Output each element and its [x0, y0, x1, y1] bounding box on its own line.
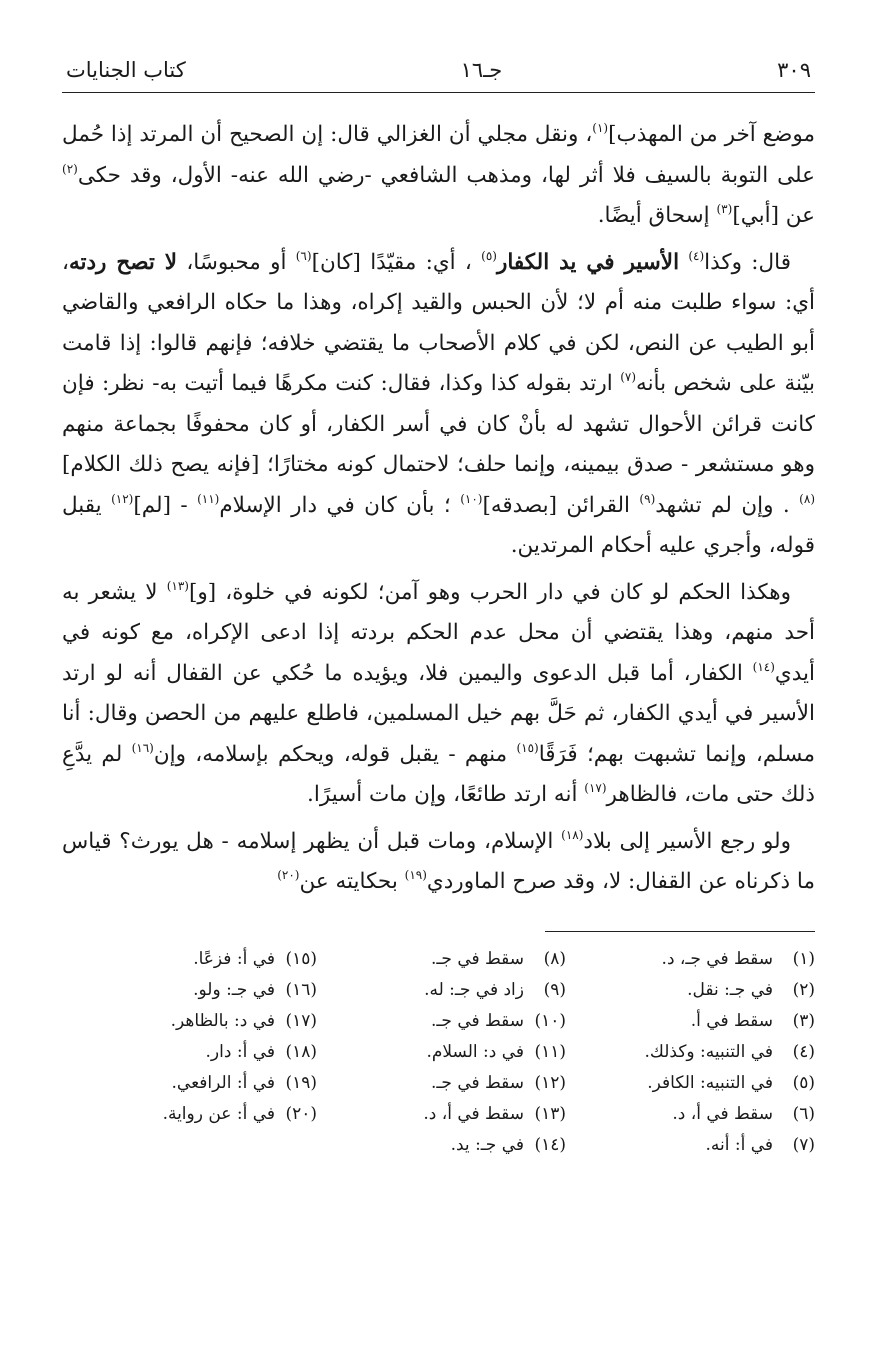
footnote-number: (٣)	[792, 1010, 815, 1031]
footnote-column	[72, 944, 317, 1161]
footnote-ref: (١٠)	[460, 491, 483, 506]
running-header	[62, 58, 815, 93]
page-number: ٣٠٩	[777, 58, 811, 82]
text-run: - [لم]	[133, 492, 198, 518]
footnote-column	[321, 944, 566, 1161]
footnote-ref: (٢)	[62, 161, 78, 176]
footnote-text: سقط في أ، د.	[672, 1103, 773, 1124]
footnote-text: في د: بالظاهر.	[170, 1010, 275, 1031]
footnote-number: (٨)	[543, 948, 566, 969]
text-run: أنه ارتد طائعًا، وإن مات أسيرًا.	[307, 782, 585, 807]
text-run: عن [أبي]	[732, 203, 815, 228]
text-run: بحكايته عن	[299, 869, 405, 894]
footnote-number: (١٢)	[534, 1072, 566, 1093]
footnote-item	[72, 1037, 317, 1068]
footnote-number: (١٥)	[285, 948, 317, 969]
footnote-text: سقط في جـ.	[431, 1072, 524, 1093]
text-run: . وإن لم تشهد	[655, 492, 800, 518]
footnote-ref: (٣)	[716, 202, 733, 216]
text-run: ولو رجع الأسير إلى بلاد	[583, 828, 791, 854]
footnote-item	[570, 1130, 815, 1161]
text-run: أو محبوسًا،	[177, 249, 296, 275]
footnote-item	[72, 944, 317, 975]
footnote-text: في د: السلام.	[426, 1041, 524, 1062]
footnote-item	[321, 1068, 566, 1099]
footnote-text: في جـ: نقل.	[687, 979, 773, 1000]
footnote-text: سقط في أ، د.	[423, 1103, 524, 1124]
footnote-ref: (١٨)	[561, 827, 584, 842]
footnote-ref: (١٧)	[584, 781, 607, 795]
footnote-item	[72, 1099, 317, 1130]
footnote-item	[321, 1037, 566, 1068]
bold-text: الأسير في يد الكفار	[496, 249, 680, 275]
footnote-item	[321, 944, 566, 975]
text-run: منهم - يقبل قوله، ويحكم بإسلامه، وإن	[153, 741, 517, 767]
footnote-ref: (١٦)	[131, 740, 154, 755]
footnote-item	[570, 1099, 815, 1130]
paragraph	[62, 243, 815, 567]
footnote-text: في أ: فزعًا.	[193, 948, 275, 969]
footnote-ref: (٦)	[295, 248, 312, 263]
volume-label: جـ١٦	[460, 58, 503, 82]
footnote-ref: (١٢)	[111, 491, 134, 506]
footnote-ref: (١)	[592, 121, 609, 135]
footnote-item	[570, 1068, 815, 1099]
footnote-ref: (١٥)	[516, 740, 539, 755]
footnote-text: سقط في أ.	[690, 1010, 773, 1031]
text-run: يقبل قوله، وأجري عليه أحكام المرتدين.	[62, 492, 815, 558]
footnote-number: (١١)	[534, 1041, 566, 1062]
footnotes	[62, 944, 815, 1161]
footnote-text: في أ: عن رواية.	[162, 1103, 275, 1124]
text-run: ؛ بأن كان في دار الإسلام	[219, 492, 461, 518]
footnote-text: سقط في جـ.	[431, 1010, 524, 1031]
footnote-item	[570, 1037, 815, 1068]
footnote-ref: (٤)	[688, 248, 705, 263]
footnote-ref: (٩)	[639, 491, 656, 506]
footnote-number: (٩)	[543, 979, 566, 1000]
text-run: ، ونقل مجلي أن الغزالي قال: إن الصحيح أن المرتد إذا حُمل على التوبة بالسيف فلا أثر لها، ومذهب الشافعي -رضي الله عنه- الأول، وقد حكى	[62, 122, 815, 188]
footnote-number: (٢٠)	[285, 1103, 317, 1124]
footnote-number: (١٧)	[285, 1010, 317, 1031]
text-run: لم يدَّعِ ذلك حتى مات، فالظاهر	[62, 741, 815, 807]
footnote-ref: (٢٠)	[277, 868, 300, 882]
footnote-number: (١٤)	[534, 1134, 566, 1155]
footnote-text: في أ: دار.	[205, 1041, 275, 1062]
footnote-number: (١٠)	[534, 1010, 566, 1031]
footnote-item	[72, 1068, 317, 1099]
footnote-text: في أ: أنه.	[705, 1134, 773, 1155]
footnote-item	[570, 1006, 815, 1037]
footnote-number: (١٩)	[285, 1072, 317, 1093]
footnote-ref: (١١)	[197, 491, 220, 506]
footnote-item	[321, 1130, 566, 1161]
text-run: لا يشعر به أحد منهم، وهذا يقتضي أن محل عدم الحكم بردته إذا ادعى الإكراه، مع كونه في أيدي	[62, 579, 815, 686]
footnote-item	[72, 1006, 317, 1037]
bold-text: لا تصح ردته	[68, 249, 178, 275]
footnote-number: (٤)	[792, 1041, 815, 1062]
footnote-text: زاد في جـ: له.	[424, 979, 524, 1000]
footnote-text: في جـ: يد.	[450, 1134, 524, 1155]
text-run: ، أي: مقيّدًا [كان]	[311, 249, 482, 275]
text-run: الإسلام، ومات قبل أن يظهر إسلامه - هل يورث؟ قياس ما ذكرناه عن القفال: لا، وقد صرح الماوردي	[62, 828, 815, 894]
footnote-ref: (٧)	[620, 370, 637, 384]
footnote-number: (٢)	[792, 979, 815, 1000]
footnote-separator	[545, 931, 815, 932]
footnote-item	[570, 975, 815, 1006]
footnote-ref: (٥)	[481, 248, 497, 263]
text-run: موضع آخر من المهذب]	[608, 122, 815, 147]
footnote-item	[72, 975, 317, 1006]
text-run: ارتد بقوله كذا وكذا، فقال: كنت مكرهًا فيما أتيت به- نظر: فإن كانت قرائن الأحوال تشهد له بأنْ كان في أسر الكفار، أو كان محفوفًا بجماعة منهم وهو مستشعر - صدق بيمينه، وإنما حلف؛ لاحتمال كونه مختارًا؛ [فإنه يصح ذلك الكلام]	[62, 371, 815, 477]
text-run	[679, 250, 688, 275]
footnote-item	[321, 975, 566, 1006]
footnote-number: (٦)	[792, 1103, 815, 1124]
text-run: الكفار، أما قبل الدعوى واليمين فلا، ويؤيده ما حُكي عن القفال أنه لو ارتد الأسير في أيدي الكفار، ثم حَلَّ بهم خيل المسلمين، فاطلع عليهم من الحصن وقال: أنا مسلم، وإنما تشبهت بهم؛ فَرَقًا	[62, 660, 815, 767]
footnote-number: (١٨)	[285, 1041, 317, 1062]
footnote-number: (١)	[792, 948, 815, 969]
footnote-ref: (١٤)	[752, 659, 775, 674]
footnote-item	[321, 1006, 566, 1037]
text-run: وهكذا الحكم لو كان في دار الحرب وهو آمن؛ لكونه في خلوة، [و]	[188, 579, 791, 605]
footnote-text: سقط في جـ، د.	[661, 948, 773, 969]
text-run: إسحاق أيضًا.	[597, 203, 717, 228]
footnote-ref: (٨)	[799, 491, 815, 506]
footnote-number: (١٦)	[285, 979, 317, 1000]
footnote-text: في أ: الرافعي.	[171, 1072, 275, 1093]
main-text	[62, 115, 815, 903]
footnote-column	[570, 944, 815, 1161]
footnote-ref: (١٣)	[166, 578, 189, 593]
text-run: القرائن [بصدقه]	[482, 492, 640, 518]
footnote-text: في التنبيه: وكذلك.	[644, 1041, 773, 1062]
footnote-number: (١٣)	[534, 1103, 566, 1124]
paragraph	[62, 115, 815, 237]
footnote-item	[321, 1099, 566, 1130]
footnote-text: سقط في جـ.	[431, 948, 524, 969]
paragraph	[62, 573, 815, 816]
footnote-number: (٧)	[792, 1134, 815, 1155]
footnote-item	[570, 944, 815, 975]
footnote-text: في التنبيه: الكافر.	[647, 1072, 773, 1093]
text-run: ، أي: سواء طلبت منه أم لا؛ لأن الحبس والقيد إكراه، وهذا ما حكاه الرافعي والقاضي أبو الطيب عن النص، لكن في كلام الأصحاب ما يقتضي خلافه؛ فإنهم قالوا: إذا قامت بيّنة على شخص بأنه	[62, 249, 815, 396]
paragraph	[62, 822, 815, 903]
footnote-ref: (١٩)	[404, 868, 427, 882]
text-run: قال: وكذا	[704, 249, 792, 275]
footnote-number: (٥)	[792, 1072, 815, 1093]
book-title: كتاب الجنايات	[66, 58, 186, 82]
footnote-text: في جـ: ولو.	[193, 979, 275, 1000]
